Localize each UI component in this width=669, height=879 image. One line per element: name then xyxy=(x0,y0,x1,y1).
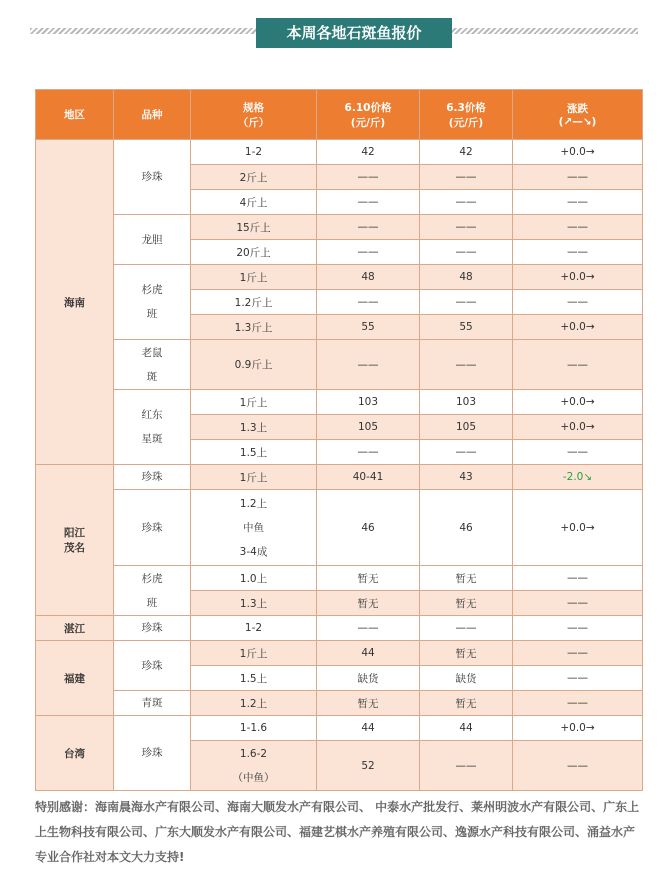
table-row xyxy=(36,490,643,566)
price2-cell: 43 xyxy=(420,465,513,490)
spec-cell: 1.5上 xyxy=(191,666,317,691)
price2-cell: —— xyxy=(420,240,513,265)
price1-cell: 52 xyxy=(317,741,420,791)
title-bar xyxy=(30,18,638,44)
price1-cell: 暂无 xyxy=(317,691,420,716)
price1-cell: —— xyxy=(317,165,420,190)
table-row xyxy=(36,390,643,415)
variety-cell: 杉虎 班 xyxy=(114,566,191,616)
acknowledgement-text: 特别感谢：海南晨海水产有限公司、海南大顺发水产有限公司、 中泰水产批发行、莱州明波水产有限公司、广东上上生物科技有限公司、广东大顺发水产有限公司、福建艺棋水产养殖有限公司、逸源水产科技有限公司、涌益水产专业合作社对本文大力支持! xyxy=(35,800,640,864)
region-cell: 湛江 xyxy=(36,616,114,641)
header-region: 地区 xyxy=(36,90,114,140)
price1-cell: 暂无 xyxy=(317,566,420,591)
price2-cell: 55 xyxy=(420,315,513,340)
price1-cell: —— xyxy=(317,240,420,265)
change-cell: +0.0→ xyxy=(513,265,643,290)
change-cell: —— xyxy=(513,741,643,791)
price2-cell: —— xyxy=(420,190,513,215)
price1-cell: 44 xyxy=(317,641,420,666)
header-price2: 6.3价格 (元/斤) xyxy=(420,90,513,140)
change-cell: —— xyxy=(513,290,643,315)
price1-cell: 44 xyxy=(317,716,420,741)
variety-cell: 龙胆 xyxy=(114,215,191,265)
spec-cell: 1斤上 xyxy=(191,465,317,490)
table-row xyxy=(36,140,643,165)
variety-cell: 红东 星斑 xyxy=(114,390,191,465)
price2-cell: —— xyxy=(420,165,513,190)
change-cell: —— xyxy=(513,340,643,390)
price1-cell: —— xyxy=(317,290,420,315)
spec-cell: 2斤上 xyxy=(191,165,317,190)
change-cell: —— xyxy=(513,616,643,641)
table-row xyxy=(36,616,643,641)
price2-cell: —— xyxy=(420,215,513,240)
change-cell: —— xyxy=(513,440,643,465)
region-cell: 海南 xyxy=(36,140,114,465)
price1-cell: 缺货 xyxy=(317,666,420,691)
price1-cell: —— xyxy=(317,340,420,390)
price1-cell: 103 xyxy=(317,390,420,415)
change-cell: —— xyxy=(513,666,643,691)
change-cell: +0.0→ xyxy=(513,716,643,741)
change-cell: +0.0→ xyxy=(513,140,643,165)
table-row xyxy=(36,215,643,240)
variety-cell: 珍珠 xyxy=(114,490,191,566)
price1-cell: 105 xyxy=(317,415,420,440)
region-cell: 阳江 茂名 xyxy=(36,465,114,616)
price2-cell: 暂无 xyxy=(420,641,513,666)
change-cell: +0.0→ xyxy=(513,415,643,440)
price2-cell: 暂无 xyxy=(420,691,513,716)
spec-cell: 20斤上 xyxy=(191,240,317,265)
page-title: 本周各地石斑鱼报价 xyxy=(256,18,452,48)
price1-cell: 48 xyxy=(317,265,420,290)
variety-cell: 珍珠 xyxy=(114,616,191,641)
spec-cell: 1斤上 xyxy=(191,265,317,290)
change-cell: —— xyxy=(513,240,643,265)
region-cell: 台湾 xyxy=(36,716,114,791)
spec-cell: 1.3斤上 xyxy=(191,315,317,340)
spec-cell: 1.2上 xyxy=(191,691,317,716)
change-cell: —— xyxy=(513,165,643,190)
table-row xyxy=(36,265,643,290)
change-cell: +0.0→ xyxy=(513,490,643,566)
price1-cell: 暂无 xyxy=(317,591,420,616)
change-cell: -2.0↘ xyxy=(513,465,643,490)
price2-cell: 48 xyxy=(420,265,513,290)
spec-cell: 1-2 xyxy=(191,140,317,165)
spec-cell: 1.6-2 （中鱼） xyxy=(191,741,317,791)
price2-cell: 103 xyxy=(420,390,513,415)
table-row xyxy=(36,465,643,490)
spec-cell: 1-1.6 xyxy=(191,716,317,741)
price1-cell: 46 xyxy=(317,490,420,566)
table-row xyxy=(36,566,643,591)
price1-cell: —— xyxy=(317,215,420,240)
header-spec: 规格 （斤） xyxy=(191,90,317,140)
price2-cell: 暂无 xyxy=(420,591,513,616)
price2-cell: 42 xyxy=(420,140,513,165)
spec-cell: 0.9斤上 xyxy=(191,340,317,390)
change-cell: —— xyxy=(513,591,643,616)
price2-cell: 44 xyxy=(420,716,513,741)
price2-cell: —— xyxy=(420,340,513,390)
spec-cell: 1.0上 xyxy=(191,566,317,591)
spec-cell: 1.2斤上 xyxy=(191,290,317,315)
change-cell: —— xyxy=(513,641,643,666)
price1-cell: —— xyxy=(317,440,420,465)
region-cell: 福建 xyxy=(36,641,114,716)
variety-cell: 青斑 xyxy=(114,691,191,716)
spec-cell: 15斤上 xyxy=(191,215,317,240)
table-row xyxy=(36,641,643,666)
spec-cell: 1斤上 xyxy=(191,641,317,666)
price2-cell: —— xyxy=(420,440,513,465)
header-price1: 6.10价格 (元/斤) xyxy=(317,90,420,140)
spec-cell: 4斤上 xyxy=(191,190,317,215)
price-table xyxy=(35,89,643,791)
table-row xyxy=(36,340,643,390)
spec-cell: 1.3上 xyxy=(191,415,317,440)
price1-cell: 55 xyxy=(317,315,420,340)
price1-cell: 42 xyxy=(317,140,420,165)
variety-cell: 珍珠 xyxy=(114,716,191,791)
price2-cell: —— xyxy=(420,616,513,641)
price1-cell: —— xyxy=(317,616,420,641)
change-cell: —— xyxy=(513,691,643,716)
price1-cell: —— xyxy=(317,190,420,215)
variety-cell: 珍珠 xyxy=(114,140,191,215)
change-cell: —— xyxy=(513,215,643,240)
spec-cell: 1-2 xyxy=(191,616,317,641)
price2-cell: 46 xyxy=(420,490,513,566)
variety-cell: 杉虎 班 xyxy=(114,265,191,340)
change-cell: +0.0→ xyxy=(513,390,643,415)
price2-cell: 105 xyxy=(420,415,513,440)
price2-cell: 缺货 xyxy=(420,666,513,691)
change-cell: —— xyxy=(513,566,643,591)
spec-cell: 1.5上 xyxy=(191,440,317,465)
variety-cell: 老鼠 斑 xyxy=(114,340,191,390)
change-cell: —— xyxy=(513,190,643,215)
spec-cell: 1.3上 xyxy=(191,591,317,616)
price1-cell: 40-41 xyxy=(317,465,420,490)
header-change: 涨跌 (↗—↘) xyxy=(513,90,643,140)
price2-cell: —— xyxy=(420,290,513,315)
price2-cell: —— xyxy=(420,741,513,791)
spec-cell: 1.2上 中鱼 3-4成 xyxy=(191,490,317,566)
table-row xyxy=(36,716,643,741)
header-variety: 品种 xyxy=(114,90,191,140)
change-cell: +0.0→ xyxy=(513,315,643,340)
variety-cell: 珍珠 xyxy=(114,465,191,490)
table-row xyxy=(36,691,643,716)
price2-cell: 暂无 xyxy=(420,566,513,591)
spec-cell: 1斤上 xyxy=(191,390,317,415)
variety-cell: 珍珠 xyxy=(114,641,191,691)
